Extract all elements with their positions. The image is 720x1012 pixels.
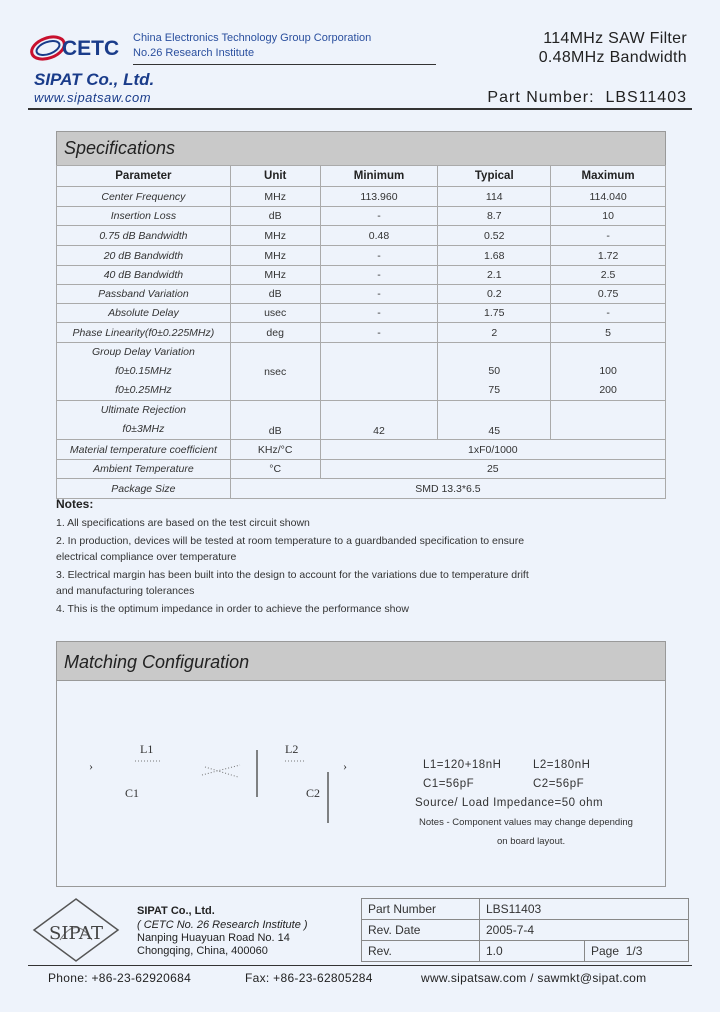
footer-part-number: LBS11403: [480, 899, 689, 920]
l1-label: L1: [140, 742, 154, 756]
param-max: 1.72: [551, 246, 666, 266]
specifications-heading: Specifications: [56, 131, 666, 166]
corp-name-line2: No.26 Research Institute: [133, 47, 255, 59]
part-number-value: LBS11403: [605, 89, 687, 106]
note-1: 1. All specifications are based on the test circuit shown: [56, 517, 310, 529]
param-min: 42: [320, 401, 438, 440]
footer-address-2: Chongqing, China, 400060: [137, 945, 268, 957]
company-website[interactable]: www.sipatsaw.com: [34, 90, 152, 105]
product-bandwidth: 0.48MHz Bandwidth: [538, 49, 687, 66]
input-arrow-icon: ›: [89, 759, 93, 773]
sipat-logo: [30, 895, 122, 965]
param-unit: dB: [230, 207, 320, 226]
param-min: -: [320, 246, 438, 266]
footer-phone: Phone: +86-23-62920684: [48, 971, 192, 985]
col-unit: Unit: [230, 166, 320, 187]
footer-info-table: [361, 898, 689, 962]
param-name: Passband Variation: [57, 285, 231, 304]
param-unit: MHz: [230, 226, 320, 246]
note-2b: electrical compliance over temperature: [56, 551, 237, 563]
table-header-row: [57, 166, 666, 187]
param-typ: 2: [438, 323, 551, 343]
param-name: Center Frequency: [57, 187, 231, 207]
param-name: 20 dB Bandwidth: [57, 246, 231, 266]
header-divider: [133, 64, 436, 65]
note-4: 4. This is the optimum impedance in order to achieve the performance show: [56, 603, 409, 615]
param-unit: dB: [230, 401, 320, 440]
saw-filter-symbol: [202, 765, 240, 775]
output-arrow-icon: ›: [343, 759, 347, 773]
group-delay-sub1: f0±0.15MHz: [115, 365, 172, 377]
param-typ: [438, 343, 551, 401]
table-row: [57, 207, 666, 226]
table-row: [57, 440, 666, 460]
param-max: [551, 343, 666, 401]
param-min: 113.960: [320, 187, 438, 207]
table-row: [57, 187, 666, 207]
param-name: Ambient Temperature: [57, 460, 231, 479]
note-3a: 3. Electrical margin has been built into the design to account for the variations due to temperature drift: [56, 569, 529, 581]
param-max: 0.75: [551, 285, 666, 304]
eq-l1: L1=120+18nH: [423, 759, 502, 771]
specifications-table: [56, 165, 666, 499]
param-min: -: [320, 285, 438, 304]
table-row-ultimate-rejection: [57, 401, 666, 440]
svg-text:SIPAT: SIPAT: [49, 923, 103, 944]
param-typ: 8.7: [438, 207, 551, 226]
notes-title: Notes:: [56, 497, 94, 511]
note-3b: and manufacturing tolerances: [56, 585, 195, 597]
param-min: -: [320, 266, 438, 285]
param-name: Material temperature coefficient: [57, 440, 231, 460]
param-max: 114.040: [551, 187, 666, 207]
table-row: [57, 266, 666, 285]
table-row: [57, 226, 666, 246]
eq-c1: C1=56pF: [423, 778, 475, 790]
param-value: SMD 13.3*6.5: [230, 479, 665, 499]
param-name: Package Size: [57, 479, 231, 499]
param-name: Insertion Loss: [57, 207, 231, 226]
footer-rev-date: 2005-7-4: [480, 920, 689, 941]
part-number-header: [487, 89, 687, 107]
table-row: [57, 479, 666, 499]
footer-rev-label: Rev.: [362, 941, 480, 962]
eq-c2: C2=56pF: [533, 778, 585, 790]
notes-block: [56, 497, 666, 621]
c1-label: C1: [125, 786, 140, 800]
group-delay-max1: 100: [599, 365, 617, 377]
footer-fax: Fax: +86-23-62805284: [245, 971, 373, 985]
param-max: -: [551, 226, 666, 246]
param-unit: deg: [230, 323, 320, 343]
param-typ: 45: [438, 401, 551, 440]
param-max: -: [551, 304, 666, 323]
param-unit: MHz: [230, 266, 320, 285]
footer-page-label: Page: [591, 944, 620, 958]
param-min: -: [320, 304, 438, 323]
footer-web-email[interactable]: www.sipatsaw.com / sawmkt@sipat.com: [421, 971, 647, 985]
footer-rule: [28, 965, 692, 966]
param-unit: nsec: [230, 343, 320, 401]
param-unit: MHz: [230, 246, 320, 266]
l2-label: L2: [285, 742, 299, 756]
param-typ: 0.2: [438, 285, 551, 304]
company-name: SIPAT Co., Ltd.: [34, 70, 155, 89]
param-typ: 114: [438, 187, 551, 207]
footer-institute: ( CETC No. 26 Research Institute ): [137, 919, 308, 931]
group-delay-typ1: 50: [488, 365, 501, 377]
param-name: Phase Linearity(f0±0.225MHz): [57, 323, 231, 343]
param-unit: usec: [230, 304, 320, 323]
col-maximum: Maximum: [551, 166, 666, 187]
footer-rev: 1.0: [480, 941, 585, 962]
param-unit: KHz/°C: [230, 440, 320, 460]
param-typ: 2.1: [438, 266, 551, 285]
param-min: [320, 343, 438, 401]
table-row: [57, 246, 666, 266]
table-row: [57, 323, 666, 343]
param-unit: MHz: [230, 187, 320, 207]
param-name: [57, 343, 231, 401]
param-min: -: [320, 207, 438, 226]
param-typ: 0.52: [438, 226, 551, 246]
svg-text:CETC: CETC: [62, 37, 120, 60]
param-name: [57, 401, 231, 440]
col-minimum: Minimum: [320, 166, 438, 187]
group-delay-label: Group Delay Variation: [91, 346, 195, 358]
note-2a: 2. In production, devices will be tested at room temperature to a guardbanded specification to ensure: [56, 535, 525, 547]
col-typical: Typical: [438, 166, 551, 187]
table-row: [57, 304, 666, 323]
rejection-sub: f0±3MHz: [122, 423, 165, 435]
param-unit: dB: [230, 285, 320, 304]
eq-impedance: Source/ Load Impedance=50 ohm: [415, 797, 604, 809]
part-number-label: Part Number:: [487, 89, 595, 106]
product-title: 114MHz SAW Filter: [543, 30, 687, 47]
eq-l2: L2=180nH: [533, 759, 591, 771]
param-max: 10: [551, 207, 666, 226]
param-name: Absolute Delay: [57, 304, 231, 323]
table-row: [57, 285, 666, 304]
param-value: 1xF0/1000: [320, 440, 665, 460]
param-max: 5: [551, 323, 666, 343]
footer-part-number-label: Part Number: [362, 899, 480, 920]
param-max: 2.5: [551, 266, 666, 285]
group-delay-sub2: f0±0.25MHz: [115, 384, 172, 396]
matching-note-1: Notes - Component values may change depending: [419, 817, 633, 828]
table-row-group-delay: [57, 343, 666, 401]
footer-company: SIPAT Co., Ltd.: [137, 905, 215, 917]
header-rule: [28, 108, 692, 110]
group-delay-max2: 200: [599, 384, 617, 396]
c2-label: C2: [306, 786, 321, 800]
col-parameter: Parameter: [57, 166, 231, 187]
param-min: 0.48: [320, 226, 438, 246]
param-value: 25: [320, 460, 665, 479]
footer-page: [585, 941, 689, 962]
matching-circuit: [80, 735, 380, 835]
param-max: [551, 401, 666, 440]
footer-address-1: Nanping Huayuan Road No. 14: [137, 932, 290, 944]
param-min: -: [320, 323, 438, 343]
footer-rev-date-label: Rev. Date: [362, 920, 480, 941]
param-typ: 1.75: [438, 304, 551, 323]
corp-name-line1: China Electronics Technology Group Corporation: [133, 32, 372, 44]
param-unit: °C: [230, 460, 320, 479]
rejection-label: Ultimate Rejection: [100, 404, 186, 416]
table-row: [57, 460, 666, 479]
cetc-logo: [28, 28, 128, 68]
param-typ: 1.68: [438, 246, 551, 266]
param-name: 40 dB Bandwidth: [57, 266, 231, 285]
matching-note-2: on board layout.: [497, 836, 566, 847]
group-delay-typ2: 75: [488, 384, 501, 396]
param-name: 0.75 dB Bandwidth: [57, 226, 231, 246]
matching-heading: Matching Configuration: [56, 641, 666, 681]
footer-page-value: 1/3: [625, 944, 643, 958]
